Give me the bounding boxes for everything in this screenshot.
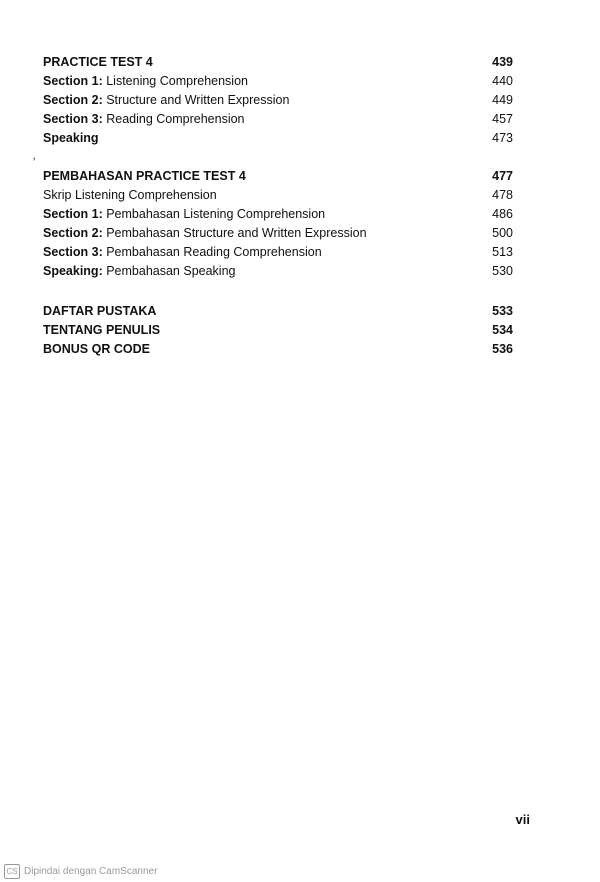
toc-title: BONUS QR CODE (43, 342, 150, 356)
toc-title: Pembahasan Listening Comprehension (102, 207, 326, 221)
toc-title: Pembahasan Reading Comprehension (102, 245, 322, 259)
toc-page-number: 500 (492, 226, 513, 240)
toc-entry-pembahasan-section-3 (43, 243, 513, 262)
toc-entry-pembahasan-speaking (43, 262, 513, 281)
toc-entry-section-3-reading (43, 110, 513, 129)
toc-entry-tentang-penulis (43, 321, 513, 340)
toc-page-number: 477 (492, 169, 513, 183)
toc-prefix: Section 2: (43, 226, 103, 240)
toc-page-number: 534 (492, 323, 513, 337)
stray-mark: , (33, 148, 37, 162)
toc-entry-daftar-pustaka (43, 302, 513, 321)
toc-label (43, 110, 245, 129)
toc-label (43, 262, 235, 281)
toc-prefix: Section 2: (43, 93, 103, 107)
toc-title: PEMBAHASAN PRACTICE TEST 4 (43, 169, 246, 183)
page-number: vii (515, 812, 530, 827)
toc-label (43, 72, 248, 91)
toc-entry-pembahasan-section-2 (43, 224, 513, 243)
toc-title: Pembahasan Speaking (102, 264, 236, 278)
toc-page-number: 533 (492, 304, 513, 318)
scanner-watermark (4, 863, 157, 879)
toc-label (43, 205, 325, 224)
toc-title: Reading Comprehension (102, 112, 245, 126)
toc-page-number: 536 (492, 342, 513, 356)
camscanner-logo-icon: CS (4, 864, 20, 879)
toc-entry-pembahasan-section-1 (43, 205, 513, 224)
toc-title: TENTANG PENULIS (43, 323, 161, 337)
toc-entry-speaking (43, 129, 513, 148)
toc-entry-practice-test-4 (43, 53, 513, 72)
toc-title: PRACTICE TEST 4 (43, 55, 153, 69)
toc-page-number: 513 (492, 245, 513, 259)
toc-page-number: 530 (492, 264, 513, 278)
toc-label (43, 129, 99, 148)
toc-entry-section-1-listening (43, 72, 513, 91)
toc-entry-skrip-listening (43, 186, 513, 205)
toc-label (43, 91, 289, 110)
toc-page-number: 457 (492, 112, 513, 126)
toc-page-number: 440 (492, 74, 513, 88)
toc-page-number: 473 (492, 131, 513, 145)
toc-prefix: Section 3: (43, 112, 103, 126)
toc-label (43, 243, 322, 262)
toc-title: Skrip Listening Comprehension (43, 188, 217, 202)
toc-title: Pembahasan Structure and Written Expression (102, 226, 367, 240)
toc-title: Listening Comprehension (102, 74, 248, 88)
toc-page-number: 478 (492, 188, 513, 202)
toc-entry-bonus-qr-code (43, 340, 513, 359)
toc-prefix: Section 1: (43, 74, 103, 88)
toc-title: DAFTAR PUSTAKA (43, 304, 157, 318)
toc-entry-section-2-structure (43, 91, 513, 110)
toc-title: Structure and Written Expression (102, 93, 290, 107)
toc-prefix: Section 1: (43, 207, 103, 221)
toc-prefix: Speaking (43, 131, 99, 145)
toc-prefix: Section 3: (43, 245, 103, 259)
toc-label (43, 224, 367, 243)
toc-page-number: 449 (492, 93, 513, 107)
toc-prefix: Speaking: (43, 264, 103, 278)
scanner-watermark-text: Dipindai dengan CamScanner (24, 865, 158, 877)
toc-page-number: 486 (492, 207, 513, 221)
toc-page-number: 439 (492, 55, 513, 69)
toc-entry-pembahasan-practice-test-4 (43, 167, 513, 186)
